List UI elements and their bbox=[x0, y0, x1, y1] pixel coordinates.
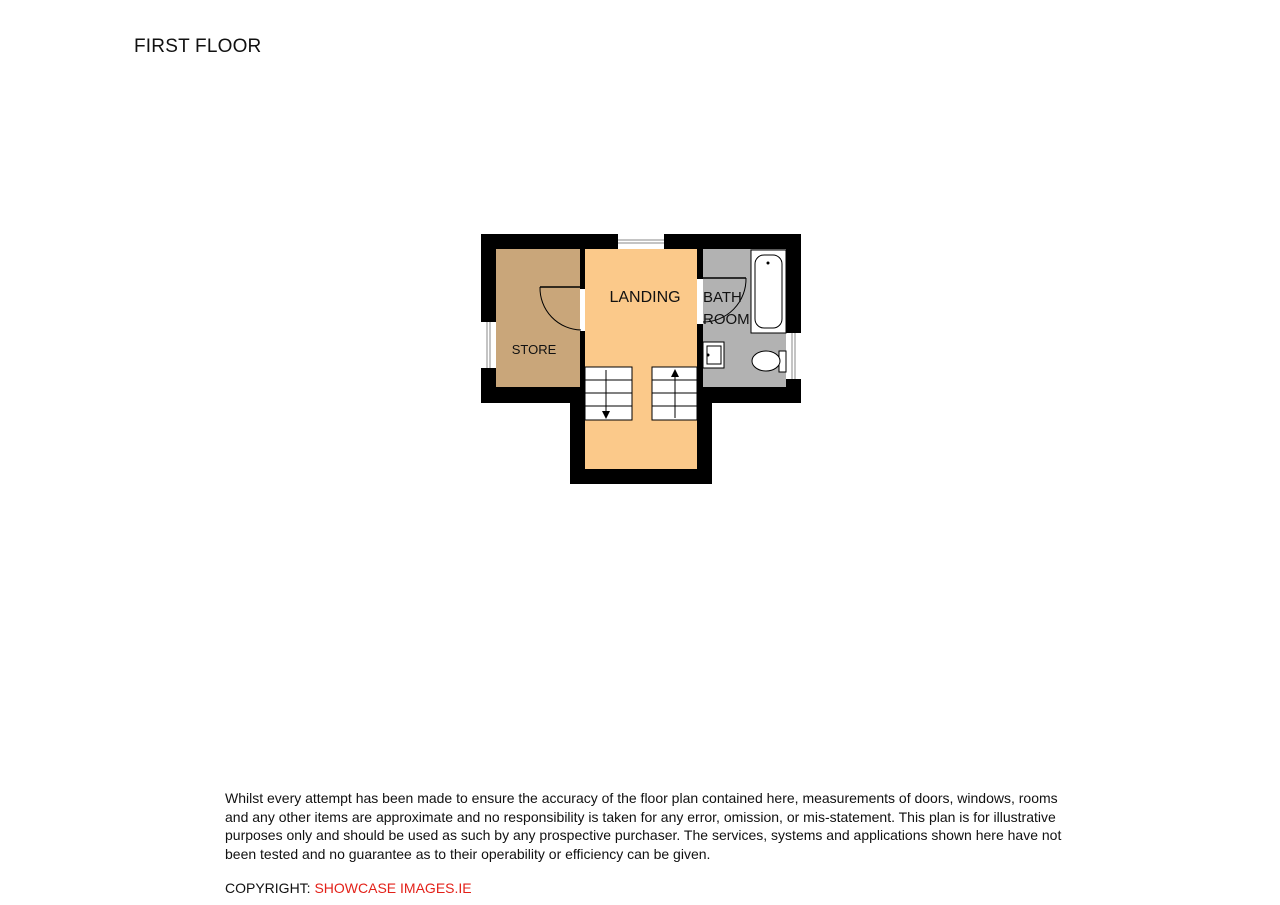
store-door-gap bbox=[580, 289, 585, 331]
room-store bbox=[496, 249, 580, 387]
floor-title: FIRST FLOOR bbox=[134, 36, 262, 57]
washbasin-icon bbox=[703, 342, 724, 368]
toilet-icon bbox=[752, 351, 786, 372]
stairs-down bbox=[585, 367, 632, 420]
room-label-bath: BATH bbox=[703, 289, 742, 306]
room-label-room: ROOM bbox=[703, 311, 750, 328]
bathtub-icon bbox=[751, 250, 786, 333]
window-landing-top bbox=[618, 234, 664, 249]
room-label-store: STORE bbox=[511, 342, 557, 357]
copyright-brand: SHOWCASE IMAGES.IE bbox=[314, 880, 472, 896]
copyright-line bbox=[225, 880, 472, 896]
copyright-label: COPYRIGHT: bbox=[225, 880, 311, 896]
window-bathroom-right bbox=[786, 333, 801, 379]
disclaimer-text: Whilst every attempt has been made to ensure the accuracy of the floor plan contained here, measurements of doors, windows, rooms and any other items are approximate and no responsibility is taken for any error, omission, or mis-statement. This plan is for illustrative purposes only and should be used as such by any prospective purchaser. The services, systems and applications shown here have not been tested and no guarantee as to their operability or efficiency can be given. bbox=[225, 790, 1062, 862]
room-landing bbox=[585, 249, 697, 469]
window-store-left bbox=[481, 322, 496, 368]
stairs-up bbox=[652, 367, 697, 420]
room-label-landing: LANDING bbox=[609, 289, 681, 306]
